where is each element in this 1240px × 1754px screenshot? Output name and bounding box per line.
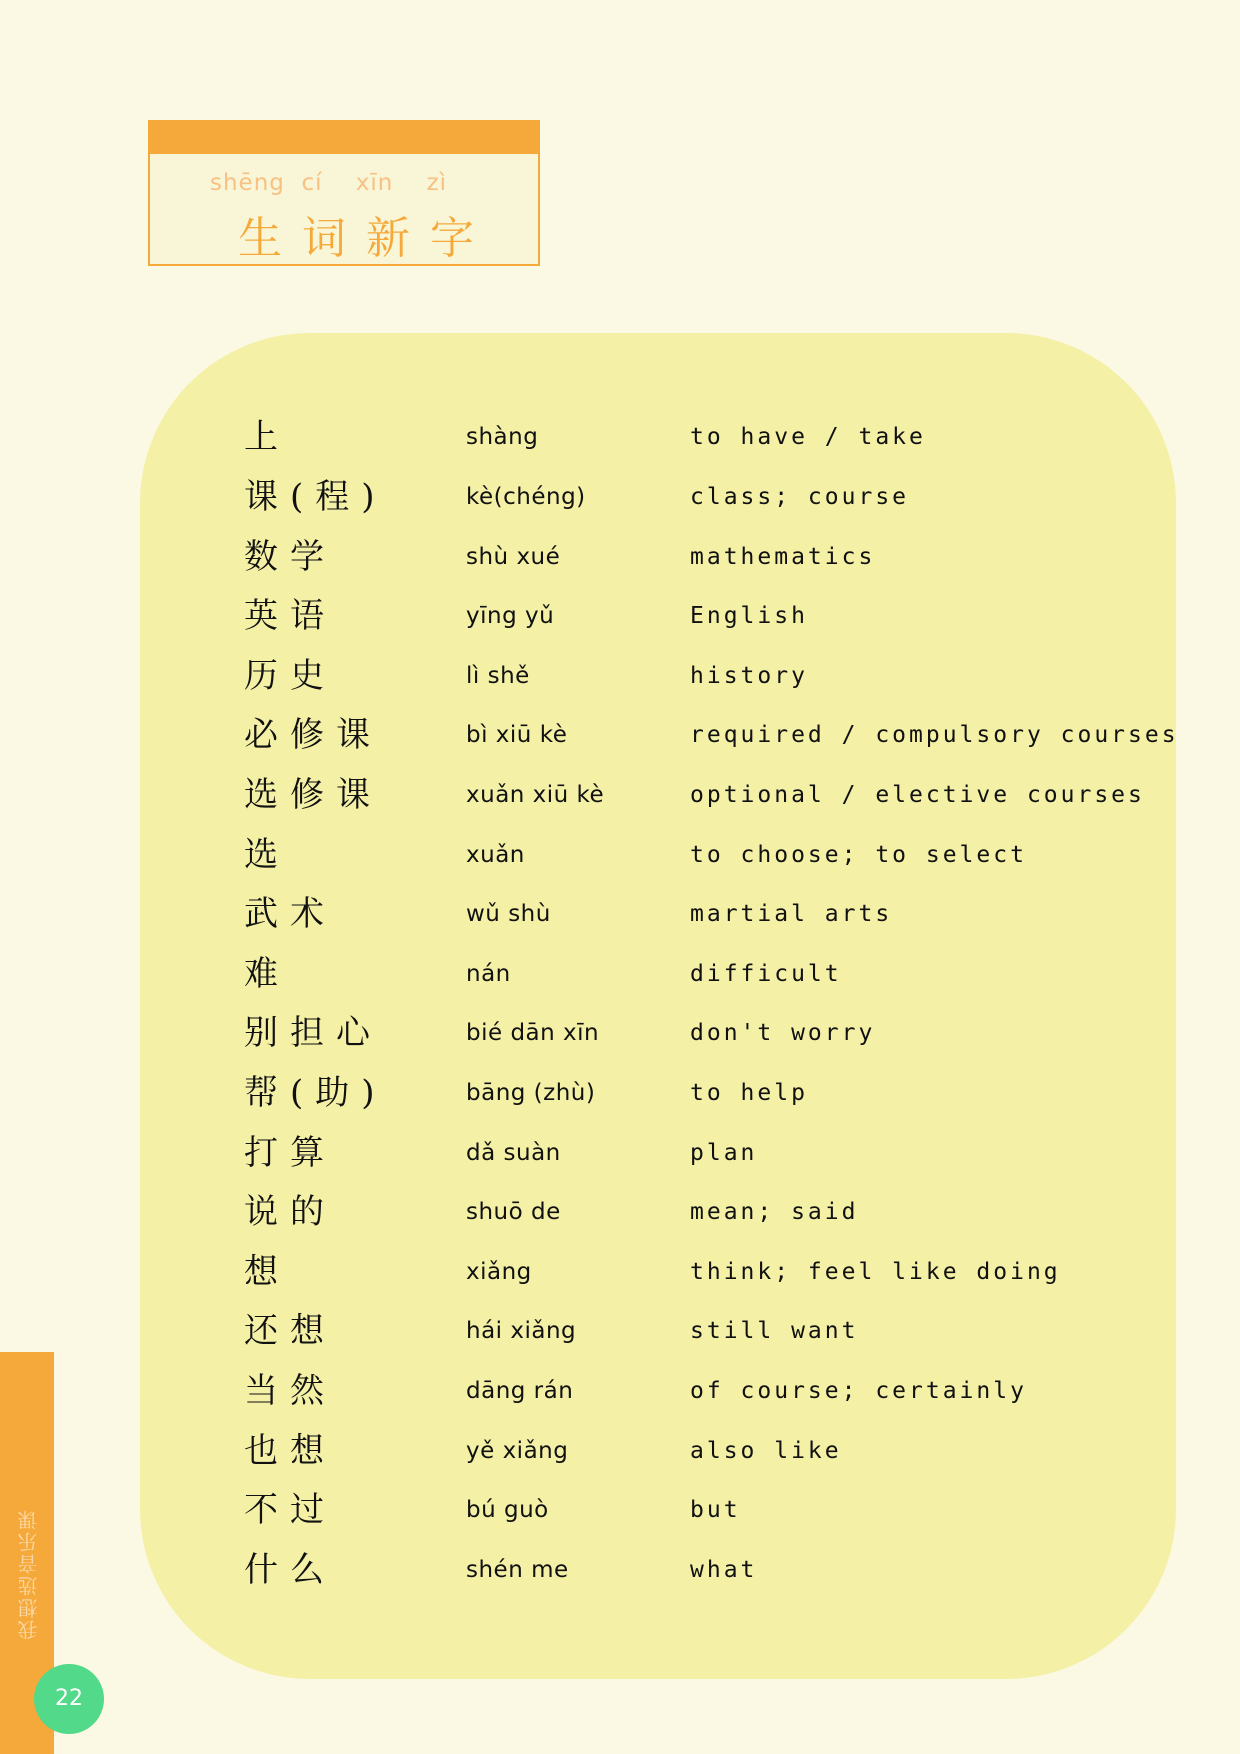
vocab-meaning: difficult [690, 961, 842, 987]
vocab-hanzi: 别担心 [244, 1013, 382, 1053]
vocab-hanzi: 打算 [244, 1133, 336, 1173]
vocab-row [0, 472, 1240, 522]
vocab-hanzi: 选修课 [244, 775, 382, 815]
vocab-meaning: don't worry [690, 1020, 876, 1046]
vocab-meaning: to help [690, 1080, 808, 1106]
vocab-hanzi: 帮(助) [244, 1073, 387, 1113]
vocab-row [0, 830, 1240, 880]
vocab-meaning: required / compulsory courses [690, 722, 1179, 748]
vocab-row [0, 889, 1240, 939]
title-pinyin: shēng cí xīn zì [210, 170, 448, 196]
vocab-hanzi: 课(程) [244, 477, 387, 517]
vocab-pinyin: bāng (zhù) [466, 1080, 596, 1106]
vocab-hanzi: 不过 [244, 1490, 336, 1530]
vocab-row [0, 412, 1240, 462]
vocab-pinyin: shuō de [466, 1199, 561, 1225]
lesson-side-label: 我想选音乐课 [17, 1508, 41, 1640]
vocab-hanzi: 什么 [244, 1550, 336, 1590]
vocab-hanzi: 难 [244, 954, 290, 994]
vocab-meaning: of course; certainly [690, 1378, 1027, 1404]
vocab-pinyin: lì shě [466, 663, 530, 689]
vocab-hanzi: 说的 [244, 1192, 336, 1232]
vocab-pinyin: yīng yǔ [466, 603, 555, 629]
vocab-meaning: think; feel like doing [690, 1259, 1061, 1285]
vocab-hanzi: 英语 [244, 596, 336, 636]
vocab-row [0, 949, 1240, 999]
vocab-row [0, 1008, 1240, 1058]
vocab-row [0, 1545, 1240, 1595]
vocab-row [0, 710, 1240, 760]
vocab-meaning: plan [690, 1140, 758, 1166]
vocab-pinyin: nán [466, 961, 511, 987]
vocab-meaning: martial arts [690, 901, 893, 927]
vocab-row [0, 1366, 1240, 1416]
vocab-meaning: mathematics [690, 544, 876, 570]
vocab-hanzi: 历史 [244, 656, 336, 696]
vocab-hanzi: 数学 [244, 537, 336, 577]
vocab-hanzi: 想 [244, 1252, 290, 1292]
vocab-meaning: to have / take [690, 424, 926, 450]
vocab-row [0, 1187, 1240, 1237]
vocab-pinyin: bì xiū kè [466, 722, 568, 748]
vocab-hanzi: 选 [244, 835, 290, 875]
vocab-meaning: what [690, 1557, 758, 1583]
vocab-meaning: optional / elective courses [690, 782, 1145, 808]
vocab-pinyin: dǎ suàn [466, 1140, 561, 1166]
vocab-row [0, 532, 1240, 582]
vocab-pinyin: xiǎng [466, 1259, 532, 1285]
vocab-meaning: also like [690, 1438, 842, 1464]
vocab-pinyin: yě xiǎng [466, 1438, 569, 1464]
section-title-box [148, 120, 540, 266]
title-band [150, 122, 538, 154]
vocab-row [0, 1426, 1240, 1476]
vocab-pinyin: bié dān xīn [466, 1020, 600, 1046]
vocab-pinyin: dāng rán [466, 1378, 574, 1404]
vocab-pinyin: xuǎn [466, 842, 525, 868]
vocab-hanzi: 当然 [244, 1371, 336, 1411]
vocab-hanzi: 也想 [244, 1431, 336, 1471]
title-hanzi: 生词新字 [238, 213, 494, 264]
vocab-row [0, 1306, 1240, 1356]
vocab-row [0, 1485, 1240, 1535]
vocab-pinyin: kè(chéng) [466, 484, 586, 510]
vocab-row [0, 770, 1240, 820]
vocab-row [0, 1128, 1240, 1178]
vocab-row [0, 591, 1240, 641]
vocab-row [0, 1247, 1240, 1297]
vocab-pinyin: hái xiǎng [466, 1318, 577, 1344]
vocab-hanzi: 武术 [244, 894, 336, 934]
vocab-row [0, 1068, 1240, 1118]
vocab-meaning: English [690, 603, 808, 629]
vocab-hanzi: 还想 [244, 1311, 336, 1351]
vocab-pinyin: shù xué [466, 544, 561, 570]
vocab-hanzi: 上 [244, 417, 290, 457]
vocab-meaning: still want [690, 1318, 859, 1344]
vocab-meaning: to choose; to select [690, 842, 1027, 868]
vocab-pinyin: xuǎn xiū kè [466, 782, 605, 808]
vocab-meaning: but [690, 1497, 741, 1523]
vocab-hanzi: 必修课 [244, 715, 382, 755]
vocab-pinyin: bú guò [466, 1497, 549, 1523]
page-number-badge: 22 [34, 1664, 104, 1734]
vocab-pinyin: shén me [466, 1557, 569, 1583]
vocab-row [0, 651, 1240, 701]
vocab-meaning: history [690, 663, 808, 689]
vocab-pinyin: wǔ shù [466, 901, 551, 927]
vocab-meaning: mean; said [690, 1199, 859, 1225]
vocab-meaning: class; course [690, 484, 910, 510]
vocab-pinyin: shàng [466, 424, 539, 450]
